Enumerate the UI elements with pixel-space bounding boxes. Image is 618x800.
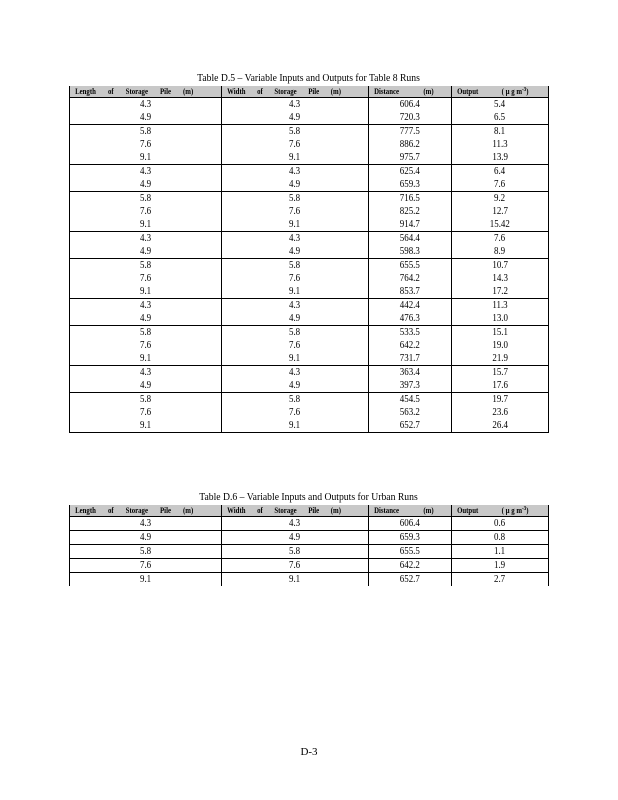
cell-output: 15.42 xyxy=(452,218,549,232)
cell-distance: 655.5 xyxy=(369,545,452,559)
cell-distance: 606.4 xyxy=(369,517,452,531)
cell-output: 13.0 xyxy=(452,312,549,326)
cell-distance: 454.5 xyxy=(369,393,452,407)
cell-distance: 914.7 xyxy=(369,218,452,232)
cell-length: 5.8 xyxy=(70,545,222,559)
cell-distance: 442.4 xyxy=(369,299,452,313)
table-row xyxy=(70,151,549,165)
header-distance: Distance (m) xyxy=(369,505,452,517)
cell-length: 9.1 xyxy=(70,573,222,587)
cell-output: 8.9 xyxy=(452,245,549,259)
cell-distance: 764.2 xyxy=(369,272,452,285)
table-row xyxy=(70,406,549,419)
cell-distance: 606.4 xyxy=(369,98,452,112)
cell-output: 23.6 xyxy=(452,406,549,419)
cell-output: 19.7 xyxy=(452,393,549,407)
cell-output: 15.7 xyxy=(452,366,549,380)
table-row xyxy=(70,111,549,125)
cell-width: 5.8 xyxy=(222,259,369,273)
table-row xyxy=(70,165,549,179)
cell-output: 12.7 xyxy=(452,205,549,218)
cell-width: 5.8 xyxy=(222,326,369,340)
cell-output: 15.1 xyxy=(452,326,549,340)
table-row xyxy=(70,232,549,246)
table-row xyxy=(70,299,549,313)
header-length: Length of Storage Pile (m) xyxy=(70,86,222,98)
table-row xyxy=(70,379,549,393)
table-row xyxy=(70,138,549,151)
cell-length: 5.8 xyxy=(70,192,222,206)
cell-width: 7.6 xyxy=(222,272,369,285)
cell-distance: 533.5 xyxy=(369,326,452,340)
cell-length: 4.9 xyxy=(70,312,222,326)
cell-length: 5.8 xyxy=(70,259,222,273)
table-d5 xyxy=(69,86,549,433)
table-row xyxy=(70,419,549,433)
cell-distance: 363.4 xyxy=(369,366,452,380)
cell-distance: 563.2 xyxy=(369,406,452,419)
cell-width: 5.8 xyxy=(222,192,369,206)
cell-length: 7.6 xyxy=(70,406,222,419)
cell-width: 7.6 xyxy=(222,339,369,352)
table-d6 xyxy=(69,505,549,586)
cell-width: 9.1 xyxy=(222,573,369,587)
table-row xyxy=(70,517,549,531)
cell-output: 6.5 xyxy=(452,111,549,125)
cell-output: 6.4 xyxy=(452,165,549,179)
cell-distance: 642.2 xyxy=(369,559,452,573)
cell-output: 5.4 xyxy=(452,98,549,112)
cell-length: 9.1 xyxy=(70,352,222,366)
cell-length: 4.3 xyxy=(70,98,222,112)
table-row xyxy=(70,178,549,192)
cell-distance: 659.3 xyxy=(369,531,452,545)
cell-output: 10.7 xyxy=(452,259,549,273)
cell-width: 5.8 xyxy=(222,125,369,139)
table-row xyxy=(70,559,549,573)
cell-width: 9.1 xyxy=(222,218,369,232)
table-row xyxy=(70,366,549,380)
cell-distance: 397.3 xyxy=(369,379,452,393)
cell-length: 7.6 xyxy=(70,138,222,151)
cell-output: 0.6 xyxy=(452,517,549,531)
table-row xyxy=(70,259,549,273)
cell-distance: 716.5 xyxy=(369,192,452,206)
cell-width: 9.1 xyxy=(222,352,369,366)
cell-distance: 652.7 xyxy=(369,573,452,587)
table-row xyxy=(70,326,549,340)
table-row xyxy=(70,285,549,299)
cell-distance: 564.4 xyxy=(369,232,452,246)
cell-length: 7.6 xyxy=(70,339,222,352)
cell-width: 4.3 xyxy=(222,366,369,380)
table-row xyxy=(70,312,549,326)
table-row xyxy=(70,393,549,407)
cell-length: 4.9 xyxy=(70,245,222,259)
cell-output: 0.8 xyxy=(452,531,549,545)
cell-width: 4.3 xyxy=(222,165,369,179)
cell-output: 13.9 xyxy=(452,151,549,165)
cell-output: 1.1 xyxy=(452,545,549,559)
cell-length: 5.8 xyxy=(70,393,222,407)
cell-width: 7.6 xyxy=(222,138,369,151)
header-output: Output ( µ g $m^{-3}$) xyxy=(452,505,549,517)
cell-distance: 720.3 xyxy=(369,111,452,125)
cell-width: 4.9 xyxy=(222,531,369,545)
cell-output: 17.2 xyxy=(452,285,549,299)
cell-width: 4.9 xyxy=(222,245,369,259)
header-distance: Distance (m) xyxy=(369,86,452,98)
cell-output: 21.9 xyxy=(452,352,549,366)
cell-length: 7.6 xyxy=(70,272,222,285)
cell-distance: 825.2 xyxy=(369,205,452,218)
cell-length: 4.9 xyxy=(70,178,222,192)
table-row xyxy=(70,545,549,559)
header-width: Width of Storage Pile (m) xyxy=(222,505,369,517)
table-row xyxy=(70,352,549,366)
cell-output: 2.7 xyxy=(452,573,549,587)
cell-width: 9.1 xyxy=(222,419,369,433)
cell-width: 5.8 xyxy=(222,545,369,559)
cell-output: 8.1 xyxy=(452,125,549,139)
cell-length: 5.8 xyxy=(70,125,222,139)
table-header xyxy=(70,505,549,517)
table-row xyxy=(70,272,549,285)
cell-width: 7.6 xyxy=(222,205,369,218)
cell-width: 4.9 xyxy=(222,111,369,125)
cell-output: 11.3 xyxy=(452,138,549,151)
cell-output: 9.2 xyxy=(452,192,549,206)
cell-distance: 642.2 xyxy=(369,339,452,352)
cell-width: 4.9 xyxy=(222,178,369,192)
cell-output: 11.3 xyxy=(452,299,549,313)
cell-length: 9.1 xyxy=(70,419,222,433)
table-d5-caption: Table D.5 – Variable Inputs and Outputs for Table 8 Runs xyxy=(197,72,420,84)
table-row xyxy=(70,218,549,232)
cell-output: 14.3 xyxy=(452,272,549,285)
cell-length: 4.9 xyxy=(70,111,222,125)
cell-output: 17.6 xyxy=(452,379,549,393)
cell-length: 4.3 xyxy=(70,517,222,531)
cell-width: 5.8 xyxy=(222,393,369,407)
cell-output: 19.0 xyxy=(452,339,549,352)
cell-width: 4.3 xyxy=(222,232,369,246)
cell-length: 7.6 xyxy=(70,205,222,218)
cell-width: 7.6 xyxy=(222,559,369,573)
table-row xyxy=(70,205,549,218)
header-width: Width of Storage Pile (m) xyxy=(222,86,369,98)
cell-output: 26.4 xyxy=(452,419,549,433)
table-row xyxy=(70,339,549,352)
cell-output: 7.6 xyxy=(452,178,549,192)
table-row xyxy=(70,98,549,112)
cell-distance: 476.3 xyxy=(369,312,452,326)
page-number: D-3 xyxy=(300,746,318,758)
cell-width: 4.3 xyxy=(222,517,369,531)
cell-width: 4.3 xyxy=(222,299,369,313)
cell-length: 9.1 xyxy=(70,218,222,232)
cell-width: 4.3 xyxy=(222,98,369,112)
cell-output: 1.9 xyxy=(452,559,549,573)
table-row xyxy=(70,531,549,545)
cell-distance: 731.7 xyxy=(369,352,452,366)
table-row xyxy=(70,192,549,206)
header-length: Length of Storage Pile (m) xyxy=(70,505,222,517)
table-row xyxy=(70,245,549,259)
cell-length: 9.1 xyxy=(70,285,222,299)
cell-length: 9.1 xyxy=(70,151,222,165)
cell-distance: 886.2 xyxy=(369,138,452,151)
cell-length: 4.3 xyxy=(70,366,222,380)
table-row xyxy=(70,573,549,587)
cell-length: 5.8 xyxy=(70,326,222,340)
cell-distance: 853.7 xyxy=(369,285,452,299)
cell-width: 9.1 xyxy=(222,285,369,299)
header-output: Output ( µ g $m^{-3}$) xyxy=(452,86,549,98)
cell-distance: 655.5 xyxy=(369,259,452,273)
cell-length: 4.9 xyxy=(70,531,222,545)
cell-width: 4.9 xyxy=(222,312,369,326)
cell-distance: 625.4 xyxy=(369,165,452,179)
cell-output: 7.6 xyxy=(452,232,549,246)
cell-distance: 975.7 xyxy=(369,151,452,165)
table-header xyxy=(70,86,549,98)
cell-length: 4.3 xyxy=(70,232,222,246)
cell-length: 4.3 xyxy=(70,165,222,179)
cell-distance: 777.5 xyxy=(369,125,452,139)
cell-length: 4.9 xyxy=(70,379,222,393)
cell-distance: 598.3 xyxy=(369,245,452,259)
cell-length: 7.6 xyxy=(70,559,222,573)
table-row xyxy=(70,125,549,139)
cell-distance: 659.3 xyxy=(369,178,452,192)
cell-width: 4.9 xyxy=(222,379,369,393)
cell-length: 4.3 xyxy=(70,299,222,313)
cell-distance: 652.7 xyxy=(369,419,452,433)
cell-width: 7.6 xyxy=(222,406,369,419)
table-d6-caption: Table D.6 – Variable Inputs and Outputs for Urban Runs xyxy=(199,491,418,503)
cell-width: 9.1 xyxy=(222,151,369,165)
